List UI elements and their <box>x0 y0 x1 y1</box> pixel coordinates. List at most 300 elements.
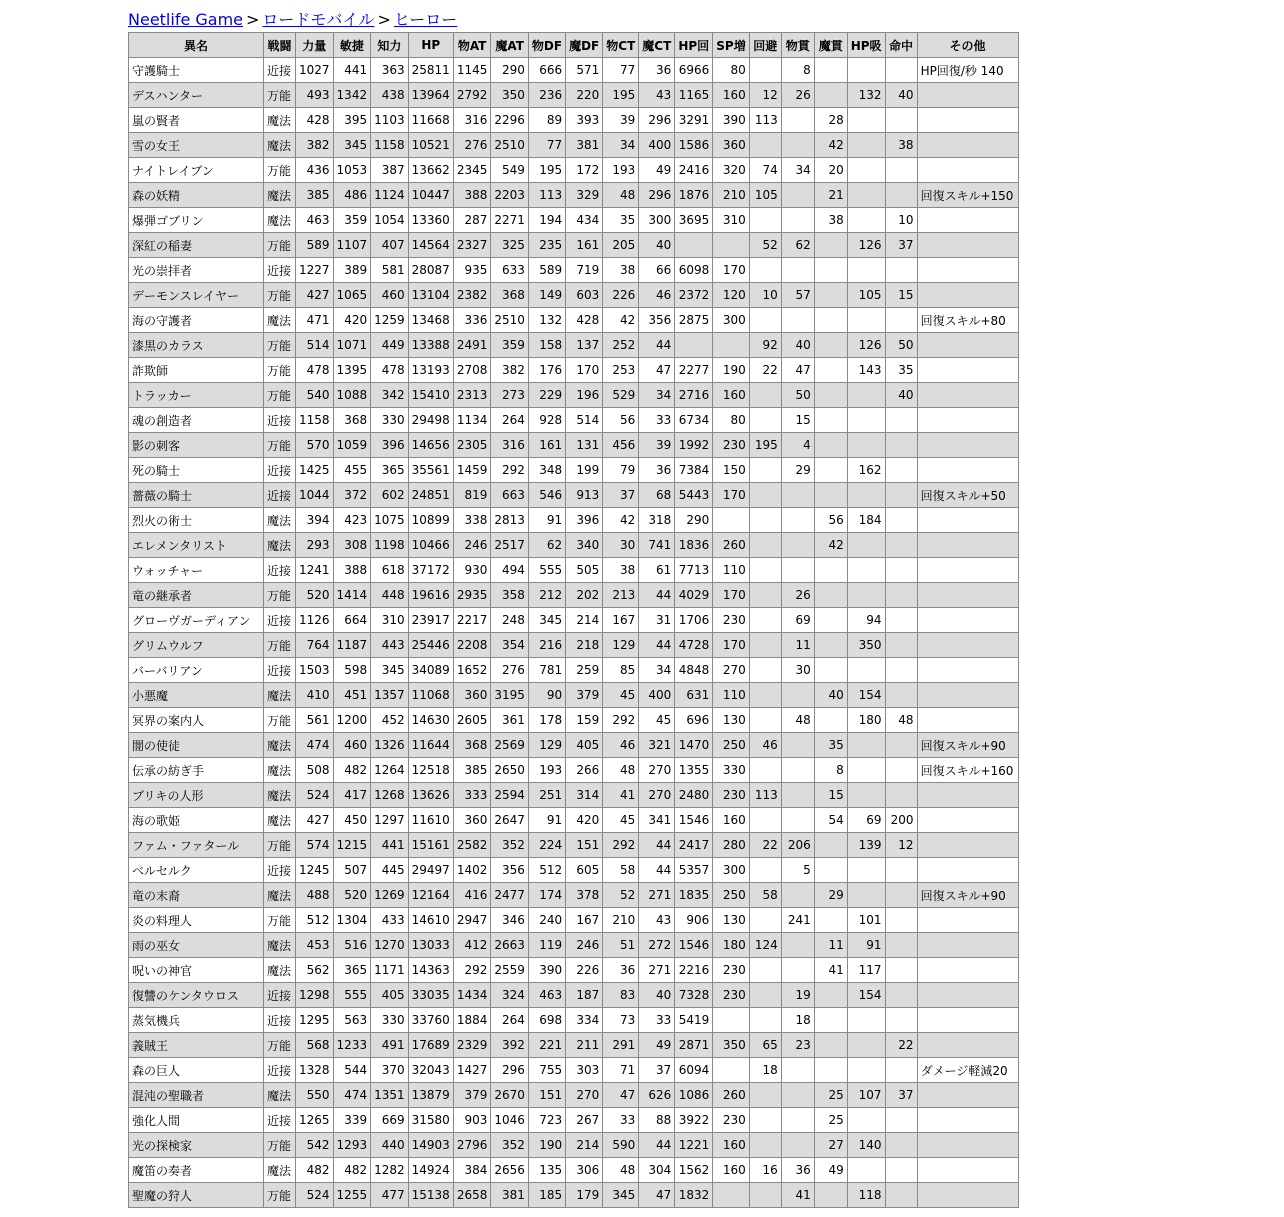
stat-cell: 66 <box>639 258 675 283</box>
stat-cell: 696 <box>675 708 713 733</box>
stat-cell: 280 <box>713 833 749 858</box>
table-row <box>129 1133 1019 1158</box>
stat-cell: 205 <box>603 233 639 258</box>
stat-cell: 1395 <box>333 358 371 383</box>
stat-cell <box>781 108 814 133</box>
stat-cell: 2313 <box>453 383 491 408</box>
stat-cell: 1434 <box>453 983 491 1008</box>
stat-cell: 77 <box>528 133 565 158</box>
stat-cell: 230 <box>713 1108 749 1133</box>
stat-cell: 226 <box>566 958 603 983</box>
other-cell <box>917 608 1018 633</box>
stat-cell: 2796 <box>453 1133 491 1158</box>
stat-cell: 423 <box>333 508 371 533</box>
stat-cell <box>814 983 847 1008</box>
stat-cell: 40 <box>781 333 814 358</box>
stat-cell: 54 <box>814 808 847 833</box>
stat-cell <box>885 983 917 1008</box>
stat-cell: 29498 <box>408 408 453 433</box>
stat-cell: 49 <box>814 1158 847 1183</box>
hero-name-cell: 森の巨人 <box>129 1058 264 1083</box>
table-row <box>129 408 1019 433</box>
stat-cell: 316 <box>491 433 529 458</box>
hero-name-cell: ファム・ファタール <box>129 833 264 858</box>
other-cell <box>917 233 1018 258</box>
stat-cell: 310 <box>371 608 409 633</box>
stat-cell: 400 <box>639 133 675 158</box>
stat-cell <box>814 558 847 583</box>
stat-cell: 近接 <box>264 458 296 483</box>
stat-cell: 47 <box>639 358 675 383</box>
stat-cell: 1124 <box>371 183 409 208</box>
stat-cell: 1158 <box>371 133 409 158</box>
stat-cell: 1215 <box>333 833 371 858</box>
stat-cell: 250 <box>713 733 749 758</box>
breadcrumb-link-game[interactable]: ロードモバイル <box>262 10 375 29</box>
stat-cell: 25811 <box>408 58 453 83</box>
stat-cell: 463 <box>528 983 565 1008</box>
table-row <box>129 633 1019 658</box>
stat-cell <box>814 58 847 83</box>
stat-cell: 1304 <box>333 908 371 933</box>
stat-cell: 167 <box>566 908 603 933</box>
stat-cell: 214 <box>566 608 603 633</box>
stat-cell: 51 <box>603 933 639 958</box>
stat-cell: 近接 <box>264 408 296 433</box>
stat-cell: 412 <box>453 933 491 958</box>
stat-cell: 273 <box>491 383 529 408</box>
stat-cell: 2305 <box>453 433 491 458</box>
stat-cell: 212 <box>528 583 565 608</box>
stat-cell: 291 <box>603 1033 639 1058</box>
table-row <box>129 1183 1019 1208</box>
stat-cell: 352 <box>491 1133 529 1158</box>
stat-cell: 214 <box>566 1133 603 1158</box>
stat-cell: 2935 <box>453 583 491 608</box>
hero-name-cell: デーモンスレイヤー <box>129 283 264 308</box>
stat-cell: 482 <box>296 1158 334 1183</box>
stat-cell: 460 <box>371 283 409 308</box>
stat-cell <box>713 1183 749 1208</box>
hero-name-cell: 雪の女王 <box>129 133 264 158</box>
stat-cell <box>781 533 814 558</box>
stat-cell: 万能 <box>264 433 296 458</box>
stat-cell: 1221 <box>675 1133 713 1158</box>
stat-cell: 49 <box>639 158 675 183</box>
stat-cell: 2382 <box>453 283 491 308</box>
stat-cell: 211 <box>566 1033 603 1058</box>
stat-cell <box>781 1133 814 1158</box>
stat-cell <box>847 583 885 608</box>
stat-cell: 590 <box>603 1133 639 1158</box>
stat-cell: 34089 <box>408 658 453 683</box>
stat-cell: 90 <box>528 683 565 708</box>
stat-cell: 321 <box>639 733 675 758</box>
stat-cell: 193 <box>603 158 639 183</box>
stat-cell: 1265 <box>296 1108 334 1133</box>
stat-cell: 290 <box>675 508 713 533</box>
stat-cell: 340 <box>566 533 603 558</box>
stat-cell: 魔法 <box>264 183 296 208</box>
stat-cell: 魔法 <box>264 933 296 958</box>
stat-cell: 477 <box>371 1183 409 1208</box>
stat-cell: 663 <box>491 483 529 508</box>
stat-cell: 40 <box>639 983 675 1008</box>
stat-cell: 330 <box>371 408 409 433</box>
stat-cell <box>781 808 814 833</box>
stat-cell <box>781 933 814 958</box>
stat-cell: 407 <box>371 233 409 258</box>
stat-cell: 410 <box>296 683 334 708</box>
stat-cell: 394 <box>296 508 334 533</box>
stat-cell: 339 <box>333 1108 371 1133</box>
stat-cell: 2216 <box>675 958 713 983</box>
stat-cell: 魔法 <box>264 883 296 908</box>
stat-cell: 626 <box>639 1083 675 1108</box>
stat-cell: 62 <box>528 533 565 558</box>
stat-cell: 万能 <box>264 358 296 383</box>
stat-cell: 26 <box>781 583 814 608</box>
stat-cell: 12 <box>749 83 781 108</box>
stat-cell: 92 <box>749 333 781 358</box>
stat-cell: 13662 <box>408 158 453 183</box>
stat-cell <box>749 958 781 983</box>
column-header: 物AT <box>453 33 491 58</box>
stat-cell: 574 <box>296 833 334 858</box>
stat-cell <box>885 1158 917 1183</box>
table-row <box>129 808 1019 833</box>
stat-cell: 196 <box>566 383 603 408</box>
stat-cell: 44 <box>639 333 675 358</box>
stat-cell: 230 <box>713 983 749 1008</box>
breadcrumb-link-site[interactable]: Neetlife Game <box>128 10 244 29</box>
stat-cell: 1086 <box>675 1083 713 1108</box>
stat-cell: 581 <box>371 258 409 283</box>
stat-cell: 41 <box>603 783 639 808</box>
stat-cell <box>847 58 885 83</box>
stat-cell: 15138 <box>408 1183 453 1208</box>
stat-cell: 1470 <box>675 733 713 758</box>
stat-cell <box>847 133 885 158</box>
stat-cell <box>885 858 917 883</box>
stat-cell: 440 <box>371 1133 409 1158</box>
stat-cell: 1297 <box>371 808 409 833</box>
stat-cell: 159 <box>566 708 603 733</box>
stat-cell: 32043 <box>408 1058 453 1083</box>
stat-cell: 1992 <box>675 433 713 458</box>
other-cell <box>917 933 1018 958</box>
hero-name-cell: 薔薇の騎士 <box>129 483 264 508</box>
stat-cell: 48 <box>603 183 639 208</box>
stat-cell: 230 <box>713 783 749 808</box>
table-row <box>129 133 1019 158</box>
stat-cell: 345 <box>528 608 565 633</box>
stat-cell: 213 <box>603 583 639 608</box>
stat-cell: 25 <box>814 1083 847 1108</box>
stat-cell: 万能 <box>264 233 296 258</box>
stat-cell: 400 <box>639 683 675 708</box>
stat-cell: 356 <box>639 308 675 333</box>
table-row <box>129 958 1019 983</box>
breadcrumb-link-page[interactable]: ヒーロー <box>393 10 458 29</box>
other-cell: 回復スキル+80 <box>917 308 1018 333</box>
stat-cell: 132 <box>847 83 885 108</box>
stat-cell: 33035 <box>408 983 453 1008</box>
hero-name-cell: 守護騎士 <box>129 58 264 83</box>
table-row <box>129 83 1019 108</box>
stat-cell <box>885 1058 917 1083</box>
stat-cell: 37 <box>603 483 639 508</box>
stat-cell: 453 <box>296 933 334 958</box>
stat-cell: 131 <box>566 433 603 458</box>
table-row <box>129 583 1019 608</box>
stat-cell <box>781 733 814 758</box>
stat-cell <box>781 508 814 533</box>
other-cell <box>917 433 1018 458</box>
stat-cell: 37 <box>639 1058 675 1083</box>
table-row <box>129 1158 1019 1183</box>
column-header: 戦闘 <box>264 33 296 58</box>
stat-cell: 10447 <box>408 183 453 208</box>
stat-cell: 452 <box>371 708 409 733</box>
table-row <box>129 683 1019 708</box>
stat-cell: 508 <box>296 758 334 783</box>
stat-cell: 1884 <box>453 1008 491 1033</box>
stat-cell: 325 <box>491 233 529 258</box>
stat-cell: 7328 <box>675 983 713 1008</box>
hero-name-cell: 海の守護者 <box>129 308 264 333</box>
column-header: 回避 <box>749 33 781 58</box>
stat-cell: 292 <box>453 958 491 983</box>
other-cell <box>917 208 1018 233</box>
hero-name-cell: ナイトレイブン <box>129 158 264 183</box>
stat-cell: 29 <box>814 883 847 908</box>
stat-cell: 1876 <box>675 183 713 208</box>
stat-cell <box>847 558 885 583</box>
other-cell <box>917 708 1018 733</box>
stat-cell: 393 <box>566 108 603 133</box>
stat-cell: 555 <box>333 983 371 1008</box>
stat-cell: 37172 <box>408 558 453 583</box>
stat-cell <box>847 308 885 333</box>
hero-name-cell: 魔笛の奏者 <box>129 1158 264 1183</box>
stat-cell: 154 <box>847 683 885 708</box>
hero-name-cell: 冥界の案内人 <box>129 708 264 733</box>
other-cell: ダメージ軽減20 <box>917 1058 1018 1083</box>
stat-cell: 260 <box>713 1083 749 1108</box>
stat-cell <box>814 583 847 608</box>
stat-cell: 348 <box>528 458 565 483</box>
stat-cell: 25 <box>814 1108 847 1133</box>
stat-cell: 633 <box>491 258 529 283</box>
stat-cell: 330 <box>713 758 749 783</box>
stat-cell: 316 <box>453 108 491 133</box>
stat-cell <box>885 933 917 958</box>
stat-cell: 1414 <box>333 583 371 608</box>
stat-cell <box>713 333 749 358</box>
stat-cell: 160 <box>713 1133 749 1158</box>
column-header: SP増 <box>713 33 749 58</box>
stat-cell: 563 <box>333 1008 371 1033</box>
stat-cell: 512 <box>296 908 334 933</box>
stat-cell: 41 <box>814 958 847 983</box>
stat-cell <box>885 908 917 933</box>
table-row <box>129 558 1019 583</box>
stat-cell <box>749 383 781 408</box>
stat-cell: 571 <box>566 58 603 83</box>
column-header: 命中 <box>885 33 917 58</box>
stat-cell: 68 <box>639 483 675 508</box>
stat-cell: 308 <box>333 533 371 558</box>
stat-cell: 88 <box>639 1108 675 1133</box>
stat-cell <box>847 258 885 283</box>
hero-name-cell: 小悪魔 <box>129 683 264 708</box>
stat-cell: 330 <box>371 1008 409 1033</box>
stat-cell: 34 <box>639 658 675 683</box>
stat-cell: 206 <box>781 833 814 858</box>
stat-cell: 44 <box>639 633 675 658</box>
stat-cell: 1245 <box>296 858 334 883</box>
stat-cell: 390 <box>713 108 749 133</box>
stat-cell: 58 <box>603 858 639 883</box>
stat-cell <box>749 808 781 833</box>
stat-cell <box>885 183 917 208</box>
stat-cell: 264 <box>491 1008 529 1033</box>
other-cell: 回復スキル+150 <box>917 183 1018 208</box>
stat-cell <box>885 733 917 758</box>
stat-cell: 264 <box>491 408 529 433</box>
stat-cell <box>749 683 781 708</box>
stat-cell: 389 <box>333 258 371 283</box>
stat-cell: 105 <box>847 283 885 308</box>
stat-cell <box>847 783 885 808</box>
stat-cell: 589 <box>528 258 565 283</box>
stat-cell: 1586 <box>675 133 713 158</box>
stat-cell: 1652 <box>453 658 491 683</box>
stat-cell: 万能 <box>264 708 296 733</box>
table-row <box>129 233 1019 258</box>
stat-cell: 382 <box>296 133 334 158</box>
stat-cell: 1546 <box>675 933 713 958</box>
stat-cell: 562 <box>296 958 334 983</box>
stat-cell: 540 <box>296 383 334 408</box>
stat-cell <box>781 558 814 583</box>
stat-cell: 2277 <box>675 358 713 383</box>
hero-name-cell: 復讐のケンタウロス <box>129 983 264 1008</box>
stat-cell: 魔法 <box>264 533 296 558</box>
stat-cell <box>713 508 749 533</box>
stat-cell: 334 <box>566 1008 603 1033</box>
stat-cell <box>749 633 781 658</box>
stat-cell: 8 <box>814 758 847 783</box>
stat-cell: 18 <box>781 1008 814 1033</box>
other-cell <box>917 1133 1018 1158</box>
stat-cell: 546 <box>528 483 565 508</box>
stat-cell: 119 <box>528 933 565 958</box>
stat-cell: 1282 <box>371 1158 409 1183</box>
stat-cell: 24851 <box>408 483 453 508</box>
stat-cell: 190 <box>713 358 749 383</box>
stat-cell: 2510 <box>491 308 529 333</box>
table-row <box>129 833 1019 858</box>
stat-cell <box>675 333 713 358</box>
stat-cell: 428 <box>296 108 334 133</box>
stat-cell: 210 <box>603 908 639 933</box>
stat-cell: 2480 <box>675 783 713 808</box>
stat-cell: 195 <box>749 433 781 458</box>
stat-cell <box>749 658 781 683</box>
stat-cell: 438 <box>371 83 409 108</box>
stat-cell: 2656 <box>491 1158 529 1183</box>
stat-cell: 320 <box>713 158 749 183</box>
stat-cell: 45 <box>603 808 639 833</box>
other-cell <box>917 1183 1018 1208</box>
stat-cell: 22 <box>749 833 781 858</box>
hero-name-cell: バーバリアン <box>129 658 264 683</box>
other-cell <box>917 1008 1018 1033</box>
stat-cell <box>749 208 781 233</box>
stat-cell: 113 <box>749 108 781 133</box>
stat-cell <box>749 508 781 533</box>
stat-cell: 200 <box>885 808 917 833</box>
stat-cell <box>885 1008 917 1033</box>
stat-cell: 441 <box>333 58 371 83</box>
stat-cell: 174 <box>528 883 565 908</box>
column-header: 敏捷 <box>333 33 371 58</box>
stat-cell: 58 <box>749 883 781 908</box>
stat-cell: 385 <box>296 183 334 208</box>
stat-cell: 26 <box>781 83 814 108</box>
stat-cell: 1088 <box>333 383 371 408</box>
stat-cell: 40 <box>885 83 917 108</box>
stat-cell: 1351 <box>371 1083 409 1108</box>
stat-cell <box>713 233 749 258</box>
stat-cell: 近接 <box>264 1058 296 1083</box>
stat-cell: 91 <box>847 933 885 958</box>
other-cell: 回復スキル+160 <box>917 758 1018 783</box>
stat-cell: 近接 <box>264 1008 296 1033</box>
stat-cell: 33760 <box>408 1008 453 1033</box>
stat-cell: 618 <box>371 558 409 583</box>
stat-cell: 6094 <box>675 1058 713 1083</box>
stat-cell: 1107 <box>333 233 371 258</box>
stat-cell <box>885 533 917 558</box>
stat-cell: 48 <box>885 708 917 733</box>
stat-cell: 110 <box>713 683 749 708</box>
other-cell <box>917 408 1018 433</box>
stat-cell: 221 <box>528 1033 565 1058</box>
stat-cell: 195 <box>528 158 565 183</box>
stat-cell: 47 <box>603 1083 639 1108</box>
stat-cell <box>814 608 847 633</box>
stat-cell <box>885 308 917 333</box>
stat-cell: 381 <box>566 133 603 158</box>
stat-cell: 2792 <box>453 83 491 108</box>
hero-name-cell: 深紅の稲妻 <box>129 233 264 258</box>
stat-cell: 449 <box>371 333 409 358</box>
stat-cell: 143 <box>847 358 885 383</box>
stat-cell <box>781 208 814 233</box>
stat-cell: 1158 <box>296 408 334 433</box>
stat-cell: 132 <box>528 308 565 333</box>
stat-cell: 13360 <box>408 208 453 233</box>
stat-cell: 486 <box>333 183 371 208</box>
stat-cell: 12 <box>885 833 917 858</box>
stat-cell: 89 <box>528 108 565 133</box>
stat-cell <box>781 958 814 983</box>
stat-cell: 230 <box>713 608 749 633</box>
stat-cell: 292 <box>603 833 639 858</box>
